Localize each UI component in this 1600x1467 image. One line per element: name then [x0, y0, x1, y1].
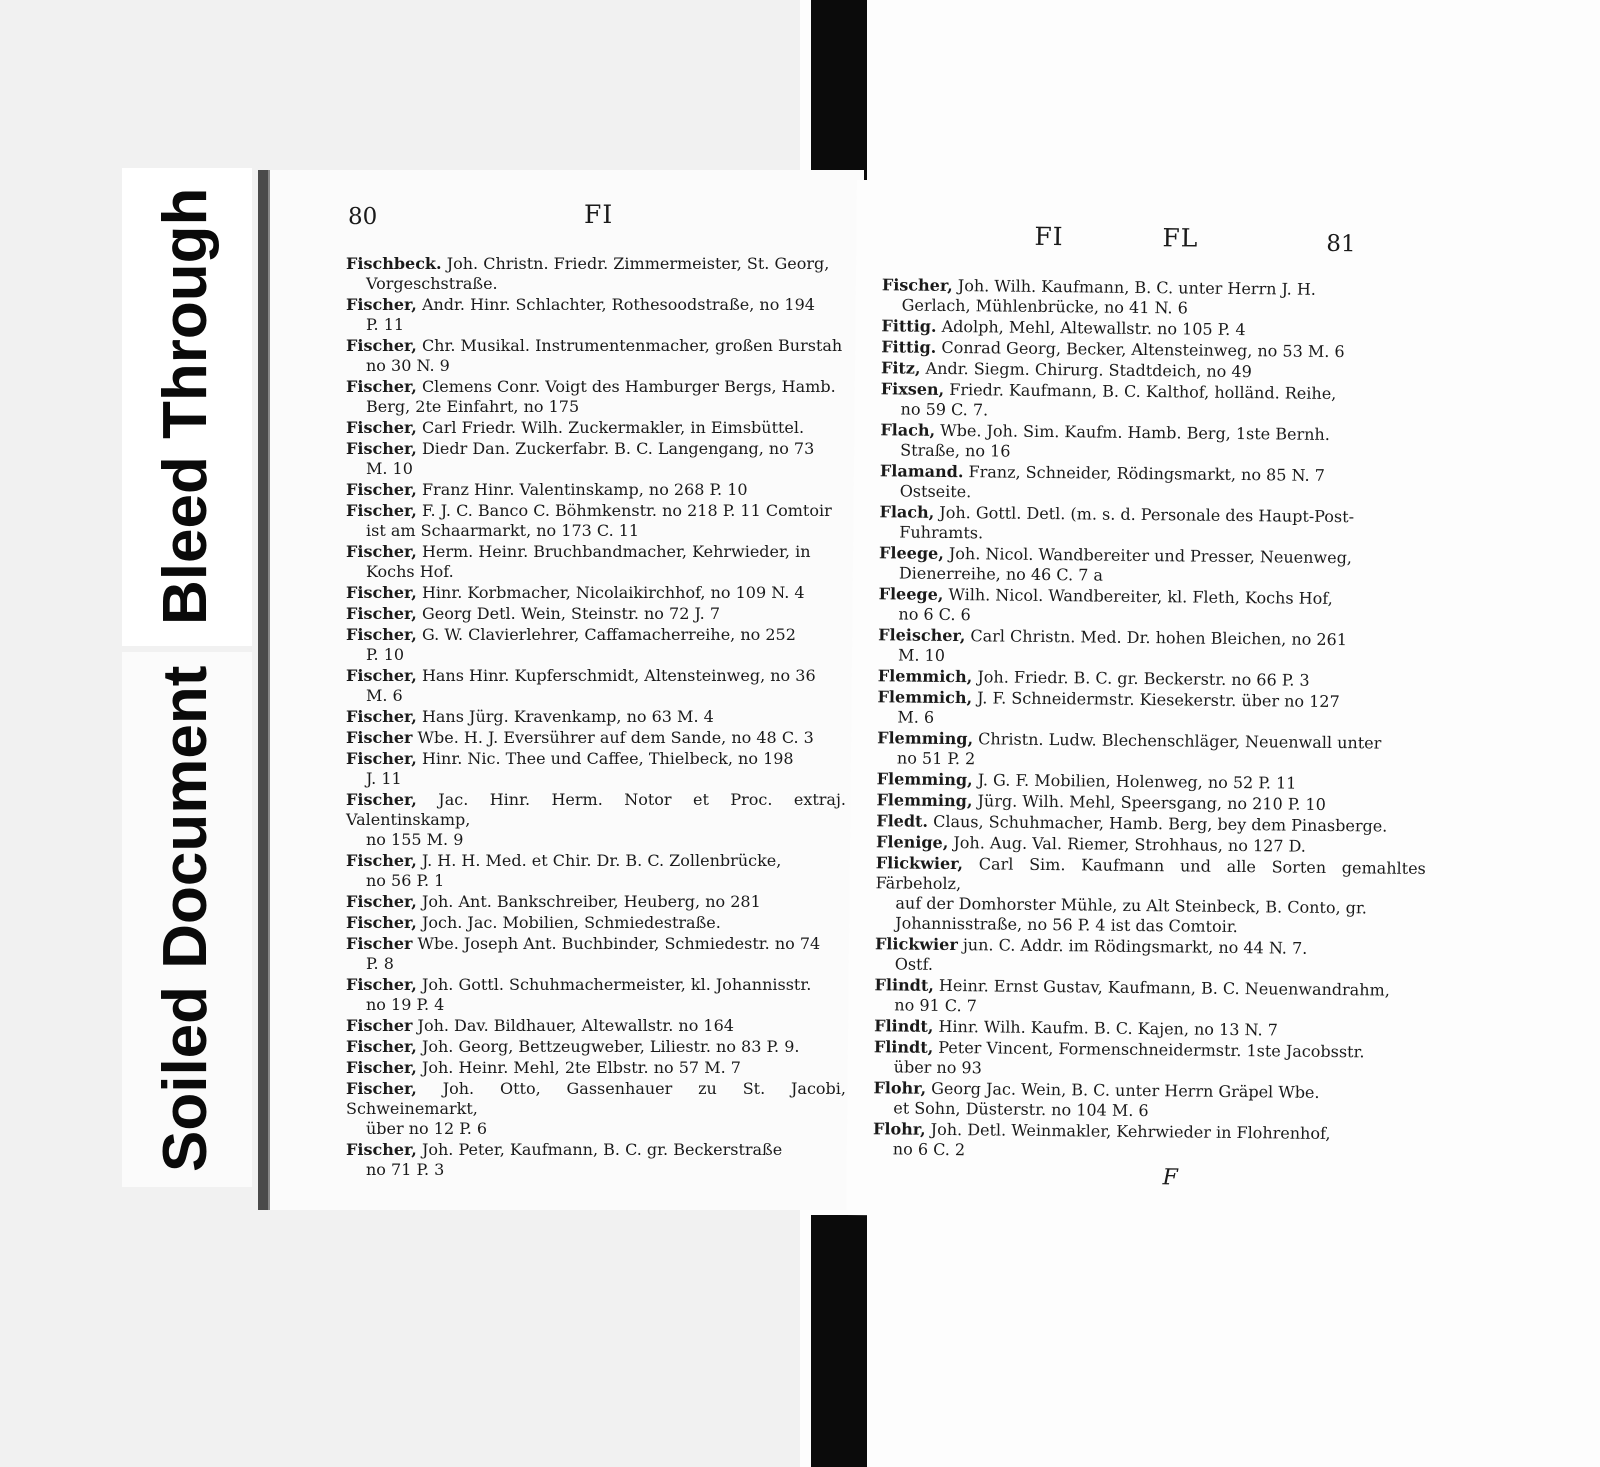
entry-details: Carl Sim. Kaufmann und alle Sorten gemahltes Färbeholz,: [875, 854, 1426, 894]
entry-details: Joh. Gottl. Detl. (m. s. d. Personale des Haupt-Post-: [939, 502, 1355, 527]
entry-details: Joh. Ant. Bankschreiber, Heuberg, no 281: [421, 892, 761, 911]
entry-details: J. F. Schneidermstr. Kiesekerstr. über no 127: [977, 688, 1340, 712]
bleed-through-label: Bleed Through: [151, 187, 220, 625]
directory-entry: [346, 1016, 846, 1036]
entry-surname: Flemming,: [876, 790, 973, 811]
entry-surname: Fischer,: [346, 439, 417, 458]
directory-entry: [875, 853, 1426, 939]
entry-continuation: Kochs Hof.: [366, 562, 454, 581]
directory-entry: [346, 254, 846, 294]
directory-entry: [877, 687, 1427, 733]
entry-details: Hinr. Nic. Thee und Caffee, Thielbeck, no 198: [421, 749, 794, 768]
entry-continuation: über no 93: [893, 1057, 982, 1078]
entry-surname: Fischer,: [346, 542, 417, 561]
entry-continuation: Ostf.: [894, 954, 934, 974]
directory-entry: [874, 975, 1424, 1021]
entry-continuation: M. 10: [366, 459, 413, 478]
directory-entry: [346, 377, 846, 417]
entry-details: Joh. Heinr. Mehl, 2te Elbstr. no 57 M. 7: [421, 1058, 741, 1077]
entry-details: Joh. Georg, Bettzeugweber, Liliestr. no 83 P. 9.: [421, 1037, 800, 1056]
entry-details: Adolph, Mehl, Altewallstr. no 105 P. 4: [941, 316, 1246, 340]
directory-entry: [879, 543, 1429, 589]
directory-entry: [878, 584, 1428, 630]
directory-entry: [879, 502, 1429, 548]
entry-continuation: M. 10: [897, 645, 946, 665]
directory-entry: [346, 1037, 846, 1057]
directory-entry: [346, 666, 846, 706]
entry-continuation: Straße, no 16: [900, 440, 1011, 461]
entry-continuation: ist am Schaarmarkt, no 173 C. 11: [366, 521, 640, 540]
directory-entry: [346, 1079, 846, 1139]
left-page-number: 80: [348, 204, 378, 230]
entry-surname: Fischer,: [346, 975, 417, 994]
directory-entry: [346, 583, 846, 603]
entry-continuation: J. 11: [366, 769, 402, 788]
directory-entry: [880, 379, 1430, 425]
entry-details: J. G. F. Mobilien, Holenweg, no 52 P. 11: [977, 770, 1297, 793]
directory-entry: [880, 420, 1430, 466]
left-entry-list: [346, 254, 846, 1181]
entry-continuation: M. 6: [897, 707, 935, 727]
entry-surname: Fischer,: [346, 336, 417, 355]
entry-surname: Flemming,: [876, 769, 973, 790]
entry-details: Franz, Schneider, Rödingsmarkt, no 85 N. 7: [968, 462, 1325, 485]
directory-entry: [346, 418, 846, 438]
entry-surname: Flamand.: [879, 461, 964, 482]
entry-details: Joh. Aug. Val. Riemer, Strohhaus, no 127 D.: [953, 833, 1307, 856]
entry-continuation: no 51 P. 2: [896, 748, 976, 769]
entry-continuation: Fuhramts.: [899, 522, 984, 543]
directory-entry: [346, 295, 846, 335]
entry-continuation: P. 11: [366, 315, 405, 334]
entry-continuation: no 56 P. 1: [366, 871, 445, 890]
directory-entry: [873, 1119, 1423, 1165]
entry-details: Peter Vincent, Formenschneidermstr. 1ste Jacobsstr.: [938, 1037, 1365, 1062]
entry-surname: Fittig.: [881, 337, 937, 357]
entry-details: Joch. Jac. Mobilien, Schmiedestraße.: [421, 913, 721, 932]
entry-details: Wilh. Nicol. Wandbereiter, kl. Fleth, Kochs Hof,: [948, 584, 1333, 609]
entry-surname: Fischer,: [346, 295, 417, 314]
directory-entry: [873, 1078, 1423, 1124]
directory-entry: [882, 275, 1432, 321]
entry-continuation: P. 10: [366, 645, 405, 664]
entry-continuation: Berg, 2te Einfahrt, no 175: [366, 397, 580, 416]
directory-entry: [880, 461, 1430, 507]
entry-continuation: Gerlach, Mühlenbrücke, no 41 N. 6: [901, 295, 1188, 318]
directory-entry: [346, 975, 846, 1015]
entry-details: Jac. Hinr. Herm. Notor et Proc. extraj. Valentinskamp,: [346, 790, 847, 829]
directory-entry: [346, 1140, 846, 1180]
entry-details: Hans Hinr. Kupferschmidt, Altensteinweg, no 36: [421, 666, 816, 685]
entry-details: Conrad Georg, Becker, Altensteinweg, no 53 M. 6: [941, 337, 1345, 362]
entry-details: G. W. Clavierlehrer, Caffamacherreihe, no 252: [421, 625, 796, 644]
entry-continuation: Dienerreihe, no 46 C. 7 a: [898, 563, 1104, 585]
entry-details: Heinr. Ernst Gustav, Kaufmann, B. C. Neuenwandrahm,: [938, 975, 1390, 1000]
entry-details: Hinr. Wilh. Kaufm. B. C. Kajen, no 13 N. 7: [938, 1016, 1278, 1040]
directory-entry: [346, 892, 846, 912]
entry-surname: Fischer,: [346, 1058, 417, 1077]
entry-details: Clemens Conr. Voigt des Hamburger Bergs, Hamb.: [421, 377, 836, 396]
entry-surname: Fitz,: [880, 358, 921, 378]
entry-details: Wbe. H. J. Eversührer auf dem Sande, no 48 C. 3: [417, 728, 814, 747]
directory-entry: [346, 707, 846, 727]
entry-surname: Fischer: [346, 1016, 413, 1035]
entry-surname: Fischbeck.: [346, 254, 442, 273]
entry-details: Georg Jac. Wein, B. C. unter Herrn Gräpel Wbe.: [931, 1078, 1320, 1102]
entry-surname: Fischer: [346, 934, 413, 953]
directory-entry: [346, 501, 846, 541]
right-entry-list: [873, 275, 1432, 1166]
entry-surname: Fischer,: [346, 1140, 417, 1159]
entry-continuation: no 59 C. 7.: [900, 399, 989, 420]
directory-entry: [346, 1058, 846, 1078]
entry-details: Joh. Nicol. Wandbereiter und Presser, Neuenweg,: [948, 543, 1353, 568]
entry-surname: Fleege,: [878, 543, 944, 563]
entry-surname: Fischer,: [346, 749, 417, 768]
entry-continuation: P. 8: [366, 954, 394, 973]
entry-surname: Fischer,: [881, 275, 953, 296]
directory-entry: [346, 439, 846, 479]
entry-details: Christn. Ludw. Blechenschläger, Neuenwall unter: [978, 729, 1382, 753]
entry-surname: Flach,: [879, 502, 935, 522]
entry-surname: Fischer,: [346, 377, 417, 396]
entry-continuation: Ostseite.: [899, 481, 972, 502]
entry-continuation: et Sohn, Düsterstr. no 104 M. 6: [893, 1098, 1149, 1121]
entry-details: Joh. Peter, Kaufmann, B. C. gr. Beckerstraße: [421, 1140, 783, 1159]
right-running-head-fi: FI: [1034, 221, 1064, 252]
entry-continuation: no 6 C. 6: [898, 604, 971, 625]
directory-entry: [346, 790, 846, 850]
entry-surname: Flindt,: [874, 1016, 934, 1036]
entry-surname: Fischer,: [346, 604, 417, 623]
entry-surname: Fischer,: [346, 1037, 417, 1056]
left-page: [258, 170, 864, 1210]
directory-entry: [346, 934, 846, 974]
entry-surname: Fischer,: [346, 1079, 417, 1098]
soiled-document-label: Soiled Document: [151, 665, 220, 1172]
binding-strip-bottom: [811, 1215, 867, 1467]
directory-entry: [346, 749, 846, 789]
directory-entry: [346, 625, 846, 665]
right-page-number: 81: [1326, 230, 1356, 258]
entry-details: jun. C. Addr. im Rödingsmarkt, no 44 N. 7.: [962, 935, 1308, 958]
left-running-head: FI: [584, 200, 614, 229]
directory-entry: [877, 728, 1427, 774]
entry-surname: Flohr,: [872, 1119, 926, 1139]
entry-details: F. J. C. Banco C. Böhmkenstr. no 218 P. 11 Comtoir: [421, 501, 832, 520]
entry-details: Joh. Friedr. B. C. gr. Beckerstr. no 66 P. 3: [977, 667, 1310, 690]
entry-surname: Fledt.: [876, 811, 929, 831]
entry-details: Joh. Wilh. Kaufmann, B. C. unter Herrn J. H.: [957, 276, 1317, 299]
entry-details: Chr. Musikal. Instrumentenmacher, großen Burstah: [421, 336, 843, 355]
directory-entry: [346, 604, 846, 624]
directory-entry: [878, 625, 1428, 671]
entry-details: Carl Friedr. Wilh. Zuckermakler, in Eimsbüttel.: [421, 418, 805, 437]
entry-details: Diedr Dan. Zuckerfabr. B. C. Langengang, no 73: [421, 439, 815, 458]
entry-details: Claus, Schuhmacher, Hamb. Berg, bey dem Pinasberge.: [933, 811, 1388, 836]
entry-surname: Fischer,: [346, 480, 417, 499]
entry-details: Carl Christn. Med. Dr. hohen Bleichen, no 261: [970, 626, 1348, 650]
entry-surname: Flickwier: [874, 934, 958, 955]
directory-entry: [346, 336, 846, 376]
directory-entry: [346, 851, 846, 891]
entry-surname: Fischer,: [346, 666, 417, 685]
directory-entry: [346, 480, 846, 500]
entry-surname: Fischer,: [346, 851, 417, 870]
directory-entry: [346, 913, 846, 933]
binding-strip-top: [811, 0, 867, 180]
directory-entry: [346, 542, 846, 582]
right-running-head-fl: FL: [1162, 223, 1199, 253]
directory-entry: [874, 1037, 1424, 1083]
entry-surname: Flemming,: [877, 728, 974, 749]
entry-continuation: no 19 P. 4: [366, 995, 445, 1014]
entry-details: Franz Hinr. Valentinskamp, no 268 P. 10: [421, 480, 748, 499]
entry-surname: Flach,: [880, 420, 936, 440]
entry-details: Andr. Siegm. Chirurg. Stadtdeich, no 49: [925, 358, 1252, 382]
entry-details: Friedr. Kaufmann, B. C. Kalthof, holländ. Reihe,: [949, 379, 1337, 404]
entry-continuation: über no 12 P. 6: [366, 1119, 488, 1138]
entry-continuation: Vorgeschstraße.: [366, 274, 498, 293]
entry-surname: Fischer,: [346, 501, 417, 520]
entry-surname: Fischer,: [346, 790, 417, 809]
entry-details: Hinr. Korbmacher, Nicolaikirchhof, no 109 N. 4: [421, 583, 805, 602]
entry-continuation: no 6 C. 2: [892, 1139, 966, 1160]
entry-surname: Flohr,: [873, 1078, 927, 1098]
entry-details: Herm. Heinr. Bruchbandmacher, Kehrwieder, in: [421, 542, 811, 561]
entry-details: J. H. H. Med. et Chir. Dr. B. C. Zollenbrücke,: [421, 851, 782, 870]
entry-surname: Fittig.: [881, 316, 937, 336]
entry-details: Andr. Hinr. Schlachter, Rothesoodstraße, no 194: [421, 295, 815, 314]
entry-surname: Flemmich,: [877, 666, 973, 687]
entry-continuation: M. 6: [366, 686, 403, 705]
entry-surname: Flindt,: [874, 975, 934, 995]
entry-details: Joh. Gottl. Schuhmachermeister, kl. Johannisstr.: [421, 975, 812, 994]
entry-surname: Flindt,: [873, 1037, 934, 1057]
entry-details: Wbe. Joseph Ant. Buchbinder, Schmiedestr. no 74: [417, 934, 821, 953]
entry-continuation: auf der Domhorster Mühle, zu Alt Steinbeck, B. Conto, gr. Johannisstraße, no 56 P. 4 ist das Comtoir.: [895, 893, 1368, 937]
entry-details: Jürg. Wilh. Mehl, Speersgang, no 210 P. 10: [977, 791, 1326, 814]
entry-surname: Fischer,: [346, 583, 417, 602]
entry-continuation: no 30 N. 9: [366, 356, 450, 375]
entry-details: Joh. Christn. Friedr. Zimmermeister, St. Georg,: [446, 254, 830, 273]
entry-details: Joh. Otto, Gassenhauer zu St. Jacobi, Schweinemarkt,: [346, 1079, 846, 1118]
entry-surname: Fischer,: [346, 707, 417, 726]
entry-continuation: no 71 P. 3: [366, 1160, 445, 1179]
right-page: [846, 180, 1445, 1221]
entry-surname: Flemmich,: [877, 687, 973, 708]
directory-entry: [875, 934, 1425, 980]
directory-entry: [346, 728, 846, 748]
entry-surname: Fleischer,: [878, 625, 966, 646]
entry-continuation: no 91 C. 7: [894, 995, 977, 1016]
entry-surname: Fleege,: [878, 584, 944, 604]
entry-surname: Fischer: [346, 728, 413, 747]
entry-details: Joh. Dav. Bildhauer, Altewallstr. no 164: [417, 1016, 734, 1035]
signature-mark: F: [1162, 1165, 1178, 1191]
entry-details: Hans Jürg. Kravenkamp, no 63 M. 4: [421, 707, 714, 726]
entry-details: Wbe. Joh. Sim. Kaufm. Hamb. Berg, 1ste Bernh.: [940, 420, 1330, 444]
entry-surname: Fischer,: [346, 892, 417, 911]
entry-surname: Flickwier,: [875, 853, 964, 874]
entry-surname: Fixsen,: [880, 379, 945, 399]
entry-details: Joh. Detl. Weinmakler, Kehrwieder in Flohrenhof,: [930, 1119, 1331, 1144]
entry-details: Georg Detl. Wein, Steinstr. no 72 J. 7: [421, 604, 720, 623]
entry-surname: Fischer,: [346, 625, 417, 644]
entry-continuation: no 155 M. 9: [366, 830, 464, 849]
entry-surname: Fischer,: [346, 913, 417, 932]
entry-surname: Flenige,: [875, 832, 949, 852]
entry-surname: Fischer,: [346, 418, 417, 437]
